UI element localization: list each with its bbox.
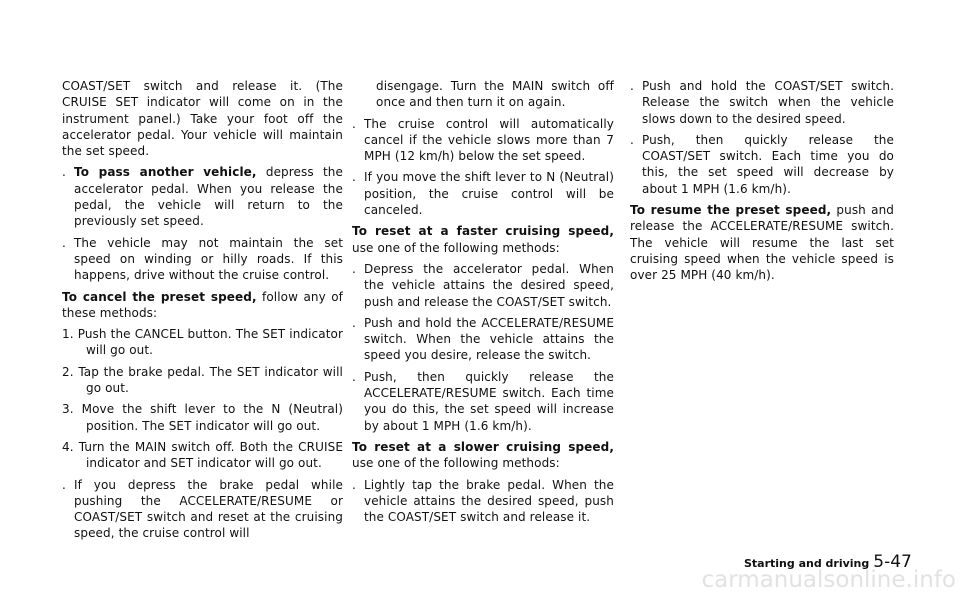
- numbered-item-3: 3. Move the shift lever to the N (Neutral) position. The SET indicator will go out.: [62, 402, 343, 433]
- heading-faster: [352, 223, 614, 256]
- bullet-marker: .: [352, 170, 356, 185]
- heading-lead: To resume the preset speed,: [630, 203, 832, 218]
- bullet-marker: .: [352, 261, 356, 276]
- bullet-marker: .: [62, 235, 66, 250]
- bullet-marker: .: [630, 132, 634, 147]
- section-label: Starting and driving: [744, 557, 870, 570]
- bullet-marker: .: [352, 369, 356, 384]
- numbered-item-1: 1. Push the CANCEL button. The SET indicator will go out.: [62, 327, 343, 358]
- heading-cancel: [62, 289, 343, 322]
- bullet-auto-cancel: [352, 116, 614, 165]
- bullet-marker: .: [630, 79, 634, 93]
- heading-text: follow any of these methods:: [62, 289, 343, 320]
- bullet-text: If you depress the brake pedal while pushing the ACCELERATE/RESUME or COAST/SET switch and reset at the cruising speed, the cruise control will: [74, 477, 343, 541]
- bullet-marker: .: [62, 165, 66, 180]
- paragraph-intro: COAST/SET switch and release it. (The CRUISE SET indicator will come on in the instrument panel.) Take your foot off the accelerator pedal. Your vehicle will maintain the set speed.: [62, 79, 343, 159]
- heading-text: use one of the following methods:: [352, 240, 560, 255]
- heading-slower: [352, 439, 614, 472]
- heading-lead: To reset at a slower cruising speed,: [352, 439, 614, 454]
- left-column: [62, 78, 343, 547]
- bullet-text: Lightly tap the brake pedal. When the vehicle attains the desired speed, push the COAST/SET switch and release it.: [364, 477, 614, 525]
- bullet-neutral-cancel: [352, 169, 614, 218]
- heading-text: use one of the following methods:: [352, 456, 560, 471]
- bullet-marker: .: [352, 315, 356, 330]
- bullet-text: depress the accelerator pedal. When you release the pedal, the vehicle will return to the previously set speed.: [74, 165, 343, 229]
- bullet-marker: .: [352, 477, 356, 492]
- bullet-hold-accelerate: [352, 315, 614, 364]
- bullet-text: If you move the shift lever to N (Neutral) position, the cruise control will be canceled.: [364, 170, 614, 218]
- bullet-text: Push, then quickly release the COAST/SET switch. Each time you do this, the set speed will decrease by about 1 MPH (1.6 km/h).: [642, 132, 894, 196]
- bullet-tap-accelerate: [352, 369, 614, 434]
- bullet-text: The vehicle may not maintain the set speed on winding or hilly roads. If this happens, drive without the cruise control.: [74, 235, 343, 283]
- bullet-brake-while-pushing: [62, 477, 343, 542]
- heading-resume: [630, 202, 894, 283]
- bullet-text: Push, then quickly release the ACCELERATE/RESUME switch. Each time you do this, the set speed will increase by about 1 MPH (1.6 km/h).: [364, 369, 614, 433]
- bullet-depress-accelerator: [352, 261, 614, 310]
- bullet-lead: To pass another vehicle,: [74, 165, 257, 180]
- bullet-hold-coast: [630, 78, 894, 127]
- bullet-pass-vehicle: [62, 164, 343, 229]
- bullet-text: The cruise control will automatically cancel if the vehicle slows more than 7 MPH (12 km/h) below the set speed.: [364, 116, 614, 164]
- page-number: 5-47: [873, 552, 912, 572]
- heading-text: push and release the ACCELERATE/RESUME switch. The vehicle will resume the last set cruising speed when the vehicle speed is over 25 MPH (40 km/h).: [630, 203, 895, 283]
- bullet-tap-coast: [630, 132, 894, 197]
- numbered-item-4: 4. Turn the MAIN switch off. Both the CRUISE indicator and SET indicator will go out.: [62, 439, 343, 471]
- bullet-marker: .: [352, 116, 356, 131]
- bullet-text: Depress the accelerator pedal. When the vehicle attains the desired speed, push and release the COAST/SET switch.: [364, 261, 614, 309]
- bullet-text: Push and hold the ACCELERATE/RESUME switch. When the vehicle attains the speed you desire, release the switch.: [364, 315, 614, 363]
- bullet-marker: .: [62, 477, 66, 492]
- bullet-text: Push and hold the COAST/SET switch. Release the switch when the vehicle slows down to the desired speed.: [642, 79, 894, 126]
- watermark: carmanualsonline.info: [701, 567, 956, 593]
- heading-lead: To cancel the preset speed,: [62, 289, 257, 304]
- numbered-item-2: 2. Tap the brake pedal. The SET indicator will go out.: [62, 364, 343, 396]
- right-column: [630, 78, 894, 289]
- continued-text: disengage. Turn the MAIN switch off once and then turn it on again.: [376, 79, 614, 110]
- bullet-tap-brake: [352, 477, 614, 526]
- heading-lead: To reset at a faster cruising speed,: [352, 224, 614, 239]
- bullet-winding-roads: [62, 235, 343, 284]
- middle-column: [352, 78, 614, 530]
